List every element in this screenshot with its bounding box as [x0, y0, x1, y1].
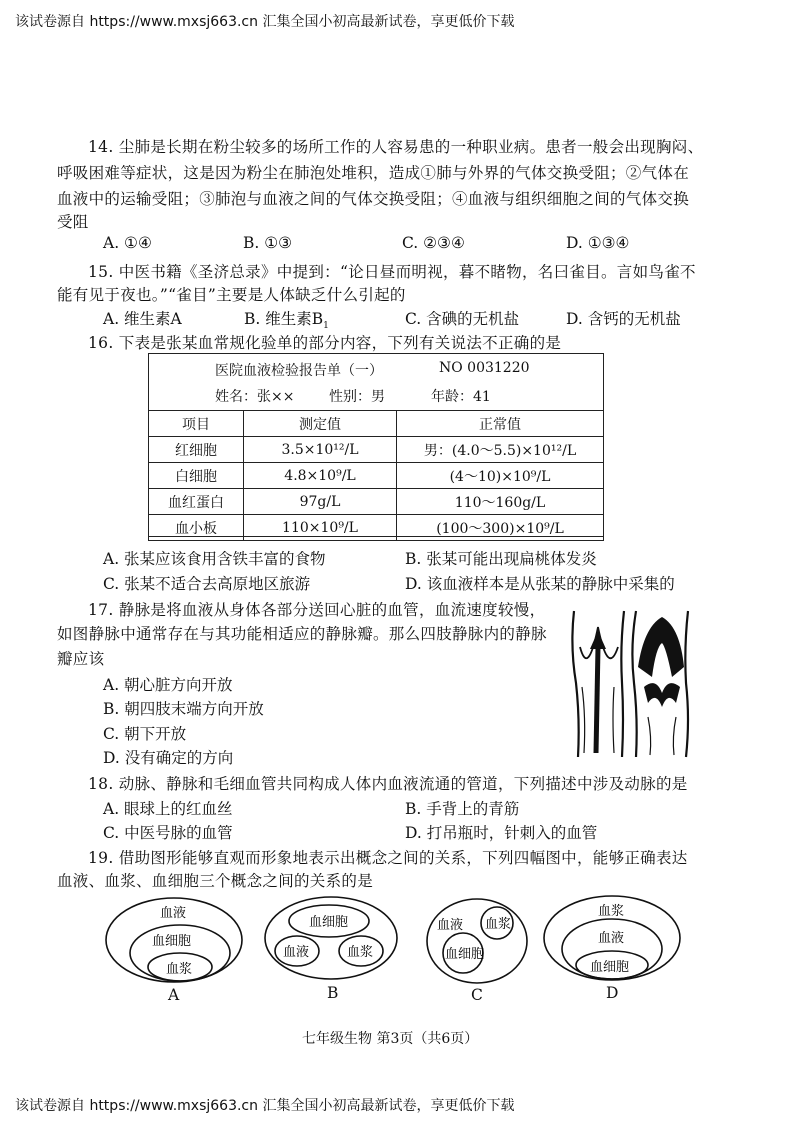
diagram-c-right-label: 血浆 [485, 917, 512, 932]
diagram-d-outer-label: 血浆 [598, 904, 625, 919]
diagram-d [542, 893, 682, 983]
diagram-d-middle-label: 血液 [598, 931, 625, 946]
diagram-d-inner-label: 血细胞 [590, 960, 630, 975]
q18-option-d: D. 打吊瓶时，针刺入的血管 [405, 824, 598, 842]
row-item: 红细胞 [149, 437, 244, 463]
q16-stem: 16. 下表是张某血常规化验单的部分内容，下列有关说法不正确的是 [88, 334, 562, 352]
q19-line-2: 血液、血浆、血细胞三个概念之间的关系的是 [57, 872, 374, 890]
diagram-d-label: D [606, 984, 619, 1002]
header-item: 项目 [149, 411, 244, 437]
source-header: 该试卷源自 https://www.mxsj663.cn 汇集全国小初高最新试卷，享更低价下载 [15, 14, 515, 30]
report-title: 医院血液检验报告单（一） [215, 363, 383, 379]
source-footer: 该试卷源自 https://www.mxsj663.cn 汇集全国小初高最新试卷，享更低价下载 [15, 1098, 515, 1114]
q15-option-d: D. 含钙的无机盐 [566, 310, 681, 328]
q17-line-3: 瓣应该 [57, 650, 105, 668]
q17-option-d: D. 没有确定的方向 [103, 749, 234, 767]
q15-option-b-subscript: 1 [323, 321, 329, 332]
page-number: 七年级生物 第3页（共6页） [302, 1031, 479, 1047]
q15-option-a: A. 维生素A [103, 310, 182, 328]
report-header-row [149, 411, 604, 437]
diagram-a-middle-label: 血细胞 [152, 934, 192, 949]
table-row [149, 463, 604, 489]
row-value: 97g/L [244, 489, 397, 515]
row-item: 白细胞 [149, 463, 244, 489]
diagram-c-outer [427, 899, 527, 983]
q18-option-c: C. 中医号脉的血管 [103, 824, 233, 842]
table-row [149, 515, 604, 541]
q14-option-c: C. ②③④ [402, 234, 465, 252]
q19-line-1: 19. 借助图形能够直观而形象地表示出概念之间的关系，下列四幅图中，能够正确表达 [88, 849, 688, 867]
q16-option-b: B. 张某可能出现扁桃体发炎 [405, 550, 597, 568]
row-normal: (4～10)×10⁹/L [397, 463, 604, 489]
q15-line-2: 能有见于夜也。”“雀目”主要是人体缺乏什么引起的 [57, 286, 406, 304]
table-row [149, 489, 604, 515]
diagram-b-label: B [327, 984, 339, 1002]
header-value: 测定值 [244, 411, 397, 437]
diagram-c-left-label: 血液 [437, 918, 464, 933]
diagram-a-outer-label: 血液 [160, 906, 187, 921]
q16-option-a: A. 张某应该食用含铁丰富的食物 [103, 550, 326, 568]
q18-option-a: A. 眼球上的红血丝 [103, 800, 233, 818]
q15-line-1: 15. 中医书籍《圣济总录》中提到：“论日昼而明视，暮不睹物，名曰雀目。言如鸟雀不 [88, 263, 696, 281]
vein-right-image [632, 611, 688, 757]
row-item: 血小板 [149, 515, 244, 541]
row-value: 110×10⁹/L [244, 515, 397, 541]
diagram-a-label: A [168, 986, 180, 1004]
diagram-c-bottom-label: 血细胞 [445, 947, 485, 962]
diagram-b-left-label: 血液 [283, 945, 310, 960]
q18-option-b: B. 手背上的青筋 [405, 800, 520, 818]
q15-option-b-text: B. 维生素B [244, 310, 324, 328]
q17-option-a: A. 朝心脏方向开放 [103, 676, 233, 694]
diagram-a [104, 895, 244, 985]
q17-line-2: 如图静脉中通常存在与其功能相适应的静脉瓣。那么四肢静脉内的静脉 [57, 625, 547, 643]
row-normal: (100～300)×10⁹/L [397, 515, 604, 541]
vein-left-image [572, 611, 624, 757]
report-table [148, 410, 604, 541]
q14-line-3: 血液中的运输受阻；③肺泡与血液之间的气体交换受阻；④血液与组织细胞之间的气体交换 [57, 190, 690, 208]
diagram-b-right-label: 血浆 [347, 945, 374, 960]
diagram-a-inner-label: 血浆 [166, 962, 193, 977]
q17-option-b: B. 朝四肢末端方向开放 [103, 700, 264, 718]
row-value: 4.8×10⁹/L [244, 463, 397, 489]
q14-line-4: 受阻 [57, 213, 89, 231]
header-normal: 正常值 [397, 411, 604, 437]
q17-option-c: C. 朝下开放 [103, 725, 187, 743]
q15-option-c: C. 含碘的无机盐 [405, 310, 520, 328]
row-normal: 110～160g/L [397, 489, 604, 515]
q14-option-d: D. ①③④ [566, 234, 630, 252]
blood-report [148, 353, 604, 537]
patient-age: 年龄：41 [431, 389, 491, 405]
vein-valve-figure [568, 607, 692, 759]
q14-option-a: A. ①④ [103, 234, 152, 252]
table-row [149, 437, 604, 463]
row-normal: 男：(4.0～5.5)×10¹²/L [397, 437, 604, 463]
diagram-c-label: C [471, 986, 483, 1004]
row-item: 血红蛋白 [149, 489, 244, 515]
q14-line-1: 14. 尘肺是长期在粉尘较多的场所工作的人容易患的一种职业病。患者一般会出现胸闷、 [88, 138, 704, 156]
q14-line-2: 呼吸困难等症状，这是因为粉尘在肺泡处堆积，造成①肺与外界的气体交换受阻；②气体在 [57, 164, 690, 182]
q16-option-d: D. 该血液样本是从张某的静脉中采集的 [405, 575, 675, 593]
report-number: NO 0031220 [439, 360, 530, 376]
row-value: 3.5×10¹²/L [244, 437, 397, 463]
q18-stem: 18. 动脉、静脉和毛细血管共同构成人体内血液流通的管道，下列描述中涉及动脉的是 [88, 775, 688, 793]
patient-gender: 性别：男 [329, 389, 385, 405]
q14-option-b: B. ①③ [243, 234, 293, 252]
q16-option-c: C. 张某不适合去高原地区旅游 [103, 575, 311, 593]
diagram-b-top-label: 血细胞 [309, 915, 349, 930]
q17-line-1: 17. 静脉是将血液从身体各部分送回心脏的血管，血流速度较慢， [88, 601, 546, 619]
diagram-b [263, 895, 399, 981]
patient-name: 姓名：张×× [215, 389, 295, 405]
diagram-c [425, 897, 529, 985]
q15-option-b [244, 307, 329, 331]
